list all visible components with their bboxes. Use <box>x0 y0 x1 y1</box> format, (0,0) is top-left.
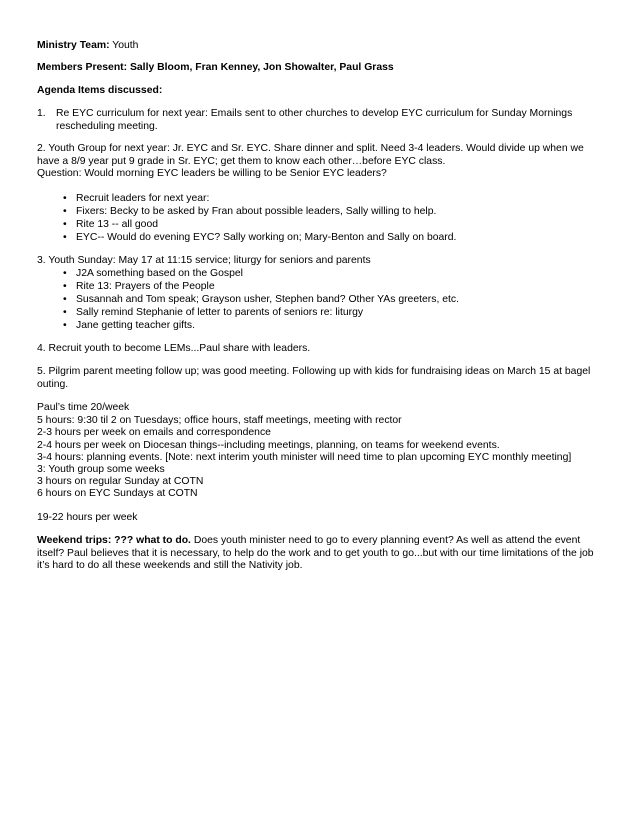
bullet-glyph: • <box>63 268 67 279</box>
item4-line: 4. Recruit youth to become LEMs...Paul share with leaders. <box>37 343 311 354</box>
pauls-time-line: 6 hours on EYC Sundays at COTN <box>37 488 198 499</box>
bullet-glyph: • <box>63 193 67 204</box>
item2-line1: 2. Youth Group for next year: Jr. EYC and Sr. EYC. Share dinner and split. Need 3-4 leaders. Would divide up when we <box>37 143 584 154</box>
pauls-time-line: 5 hours: 9:30 til 2 on Tuesdays; office hours, staff meetings, meeting with rector <box>37 415 402 426</box>
list-item: Susannah and Tom speak; Grayson usher, Stephen band? Other YAs greeters, etc. <box>76 294 459 305</box>
bullet-glyph: • <box>63 281 67 292</box>
weekend-trips-line3: it’s hard to do all these weekends and still the Nativity job. <box>37 560 303 571</box>
item2-line2: have a 8/9 year put 9 grade in Sr. EYC; get them to know each other…before EYC class. <box>37 156 446 167</box>
list-item: J2A something based on the Gospel <box>76 268 243 279</box>
weekend-trips-label: Weekend trips: ??? what to do. <box>37 535 191 546</box>
members-present: Members Present: Sally Bloom, Fran Kenney, Jon Showalter, Paul Grass <box>37 62 394 73</box>
pauls-time-line: 3-4 hours: planning events. [Note: next interim youth minister will need time to plan upcoming EYC monthly meeting] <box>37 452 572 463</box>
bullet-glyph: • <box>63 219 67 230</box>
agenda-heading: Agenda Items discussed: <box>37 85 163 96</box>
list-item: Rite 13 -- all good <box>76 219 159 230</box>
item2-question: Question: Would morning EYC leaders be willing to be Senior EYC leaders? <box>37 168 387 179</box>
bullet-glyph: • <box>63 320 67 331</box>
weekend-trips-line1 <box>37 535 580 548</box>
list-item: Fixers: Becky to be asked by Fran about possible leaders, Sally willing to help. <box>76 206 437 217</box>
pauls-time-line: 3: Youth group some weeks <box>37 464 165 475</box>
ministry-team-line <box>37 40 138 53</box>
list-item: EYC-- Would do evening EYC? Sally working on; Mary-Benton and Sally on board. <box>76 232 457 243</box>
bullet-glyph: • <box>63 232 67 243</box>
item3-line1: 3. Youth Sunday: May 17 at 11:15 service; liturgy for seniors and parents <box>37 255 371 266</box>
bullet-glyph: • <box>63 206 67 217</box>
list-item: Recruit leaders for next year: <box>76 193 210 204</box>
item1-number: 1. <box>37 108 46 119</box>
item1-line2: rescheduling meeting. <box>56 121 158 132</box>
list-item: Sally remind Stephanie of letter to parents of seniors re: liturgy <box>76 307 364 318</box>
bullet-glyph: • <box>63 307 67 318</box>
bullet-glyph: • <box>63 294 67 305</box>
weekend-trips-line2: itself? Paul believes that it is necessary, to help do the work and to get youth to go...but with our time limitations of the job <box>37 548 594 559</box>
pauls-time-line: 2-4 hours per week on Diocesan things--including meetings, planning, on teams for weekend events. <box>37 440 500 451</box>
list-item: Rite 13: Prayers of the People <box>76 281 215 292</box>
weekend-trips-text: Does youth minister need to go to every planning event? As well as attend the event <box>190 535 581 546</box>
ministry-team-value: Youth <box>109 40 139 51</box>
pauls-time-line: Paul’s time 20/week <box>37 402 130 413</box>
item5-line1: 5. Pilgrim parent meeting follow up; was good meeting. Following up with kids for fundraising ideas on March 15 at bagel <box>37 366 591 377</box>
hours-total: 19-22 hours per week <box>37 512 138 523</box>
pauls-time-line: 2-3 hours per week on emails and correspondence <box>37 427 271 438</box>
item1-line1: Re EYC curriculum for next year: Emails sent to other churches to develop EYC curriculum for Sunday Mornings <box>56 108 573 119</box>
pauls-time-line: 3 hours on regular Sunday at COTN <box>37 476 204 487</box>
ministry-team-label: Ministry Team: <box>37 40 110 51</box>
list-item: Jane getting teacher gifts. <box>76 320 195 331</box>
item5-line2: outing. <box>37 379 69 390</box>
